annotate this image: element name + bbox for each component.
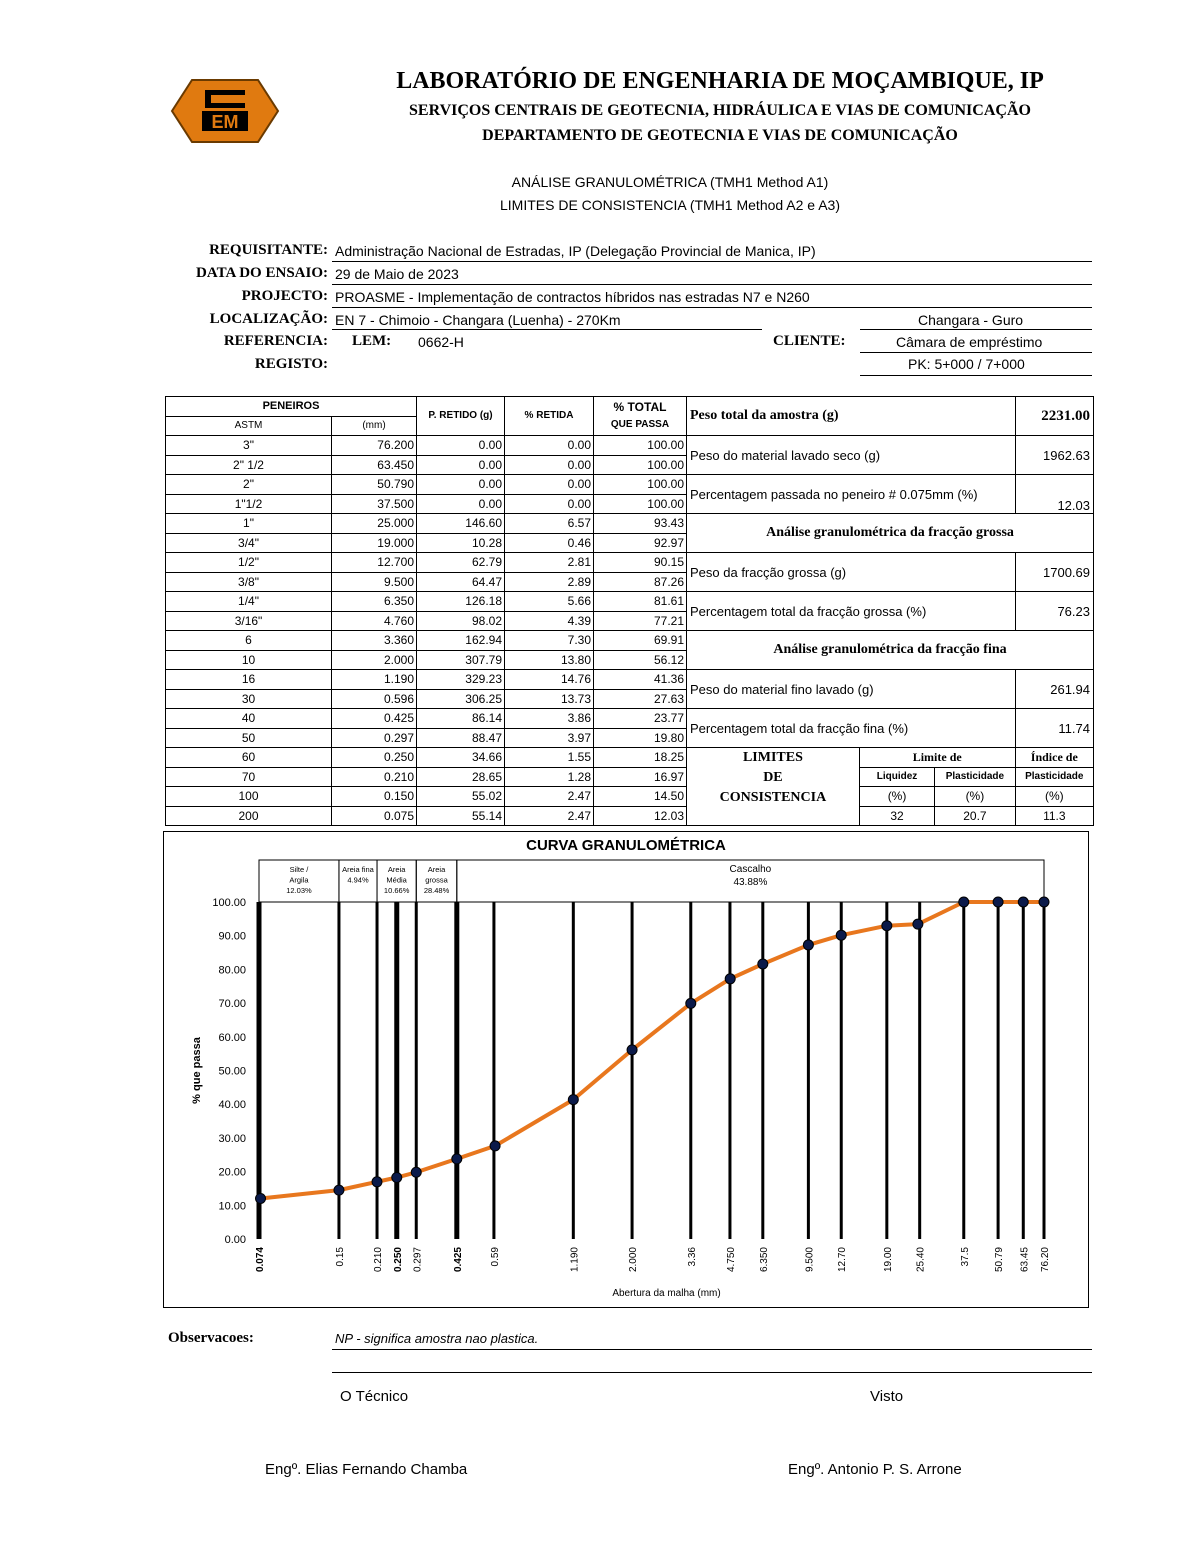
x-tick-label: 19.00 xyxy=(882,1247,894,1273)
sieve-retido: 62.79 xyxy=(417,553,505,573)
sieve-pct-retida: 0.46 xyxy=(505,533,594,553)
sieve-row xyxy=(166,455,687,475)
sieve-retido: 28.65 xyxy=(417,767,505,787)
sieve-retido: 307.79 xyxy=(417,650,505,670)
data-point xyxy=(568,1095,578,1105)
data-point xyxy=(686,998,696,1008)
data-point xyxy=(758,959,768,969)
sieve-pct-retida: 13.73 xyxy=(505,689,594,709)
sieve-retido: 55.14 xyxy=(417,806,505,826)
limites-line1: LIMITES xyxy=(742,750,803,765)
sieve-pct-passa: 81.61 xyxy=(594,592,687,612)
sieve-astm: 16 xyxy=(166,670,332,690)
sieve-pct-passa: 23.77 xyxy=(594,709,687,729)
sieve-mm: 0.075 xyxy=(332,806,417,826)
pct-grossa-value: 76.23 xyxy=(1015,592,1093,631)
sieve-astm: 1"1/2 xyxy=(166,494,332,514)
sieve-pct-retida: 0.00 xyxy=(505,475,594,495)
fraction-label: 12.03% xyxy=(286,886,312,895)
sieve-mm: 9.500 xyxy=(332,572,417,592)
peso-fino-value: 261.94 xyxy=(1015,670,1093,709)
data-point xyxy=(993,897,1003,907)
lp-unit: (%) xyxy=(935,787,1015,807)
header-mm: (mm) xyxy=(332,416,417,436)
data-point xyxy=(372,1177,382,1187)
fina-section-title: Análise granulométrica da fracção fina xyxy=(687,631,1094,670)
fraction-label: 4.94% xyxy=(347,875,369,885)
sieve-pct-passa: 14.50 xyxy=(594,787,687,807)
sieve-retido: 64.47 xyxy=(417,572,505,592)
sieve-row xyxy=(166,514,687,534)
ip-unit: (%) xyxy=(1015,787,1093,807)
tecnico-label: O Técnico xyxy=(340,1388,409,1405)
sieve-pct-retida: 7.30 xyxy=(505,631,594,651)
x-tick-label: 0.297 xyxy=(412,1247,424,1273)
sieve-pct-passa: 90.15 xyxy=(594,553,687,573)
sieve-pct-passa: 56.12 xyxy=(594,650,687,670)
observacoes-text: NP - significa amostra nao plastica. xyxy=(335,1331,539,1346)
projecto-label: PROJECTO: xyxy=(241,288,328,304)
sieve-row xyxy=(166,592,687,612)
requisitante-label: REQUISITANTE: xyxy=(209,242,328,258)
sieve-astm: 1/2" xyxy=(166,553,332,573)
sieve-pct-passa: 100.00 xyxy=(594,494,687,514)
header-retido: P. RETIDO (g) xyxy=(417,397,505,436)
sieve-pct-retida: 5.66 xyxy=(505,592,594,612)
sieve-row xyxy=(166,631,687,651)
plasticidade-header: Plasticidade xyxy=(935,767,1015,787)
sieve-mm: 6.350 xyxy=(332,592,417,612)
lem-label: LEM: xyxy=(352,333,392,349)
pct-fina-value: 11.74 xyxy=(1015,709,1093,748)
x-tick-label: 0.074 xyxy=(255,1247,266,1273)
lab-subtitle-services: SERVIÇOS CENTRAIS DE GEOTECNIA, HIDRÁULICA E VIAS DE COMUNICAÇÃO xyxy=(409,102,1031,119)
sieve-pct-retida: 6.57 xyxy=(505,514,594,534)
y-tick-label: 80.00 xyxy=(218,964,246,977)
sieve-pct-retida: 0.00 xyxy=(505,436,594,456)
localizacao-label: LOCALIZAÇÃO: xyxy=(209,311,328,327)
sieve-astm: 6 xyxy=(166,631,332,651)
data-point xyxy=(411,1167,421,1177)
sieve-pct-retida: 1.28 xyxy=(505,767,594,787)
sieve-row xyxy=(166,436,687,456)
sieve-mm: 0.250 xyxy=(332,748,417,768)
sieve-astm: 3" xyxy=(166,436,332,456)
sieve-mm: 2.000 xyxy=(332,650,417,670)
sieve-pct-passa: 16.97 xyxy=(594,767,687,787)
sieve-mm: 3.360 xyxy=(332,631,417,651)
sieve-astm: 3/8" xyxy=(166,572,332,592)
x-tick-label: 0.210 xyxy=(373,1247,385,1273)
visto-label: Visto xyxy=(870,1388,904,1405)
sieve-pct-passa: 69.91 xyxy=(594,631,687,651)
sieve-pct-passa: 93.43 xyxy=(594,514,687,534)
sieve-row xyxy=(166,572,687,592)
sieve-pct-retida: 14.76 xyxy=(505,670,594,690)
indice-plasticidade-header: Plasticidade xyxy=(1015,767,1093,787)
sieve-mm: 37.500 xyxy=(332,494,417,514)
data-point xyxy=(256,1193,266,1203)
referencia-label: REFERENCIA: xyxy=(223,333,328,349)
sieve-retido: 306.25 xyxy=(417,689,505,709)
cliente-label: CLIENTE: xyxy=(773,333,846,349)
header-astm: ASTM xyxy=(166,416,332,436)
sieve-astm: 2" 1/2 xyxy=(166,455,332,475)
data-point xyxy=(882,921,892,931)
sieve-row xyxy=(166,709,687,729)
fraction-label: Areia xyxy=(387,865,406,874)
sieve-pct-passa: 100.00 xyxy=(594,475,687,495)
liquidez-header: Liquidez xyxy=(859,767,934,787)
y-tick-label: 0.00 xyxy=(224,1234,246,1246)
sieve-row xyxy=(166,670,687,690)
fraction-label: Silte / xyxy=(289,865,309,874)
sieve-pct-retida: 0.00 xyxy=(505,455,594,475)
data-point xyxy=(490,1141,500,1151)
sieve-pct-retida: 2.47 xyxy=(505,806,594,826)
sieve-retido: 329.23 xyxy=(417,670,505,690)
pct-passada-value: 12.03 xyxy=(1015,475,1093,514)
sieve-astm: 60 xyxy=(166,748,332,768)
sieve-row xyxy=(166,553,687,573)
test-method-limits: LIMITES DE CONSISTENCIA (TMH1 Method A2 e A3) xyxy=(500,197,840,213)
header-pct-retida: % RETIDA xyxy=(505,397,594,436)
x-tick-label: 63.45 xyxy=(1019,1247,1031,1273)
sieve-row xyxy=(166,494,687,514)
pct-grossa-label: Percentagem total da fracção grossa (%) xyxy=(687,592,1016,631)
sieve-retido: 146.60 xyxy=(417,514,505,534)
registo-label: REGISTO: xyxy=(254,356,328,372)
y-axis-label: % que passa xyxy=(191,1037,203,1104)
peso-total-value: 2231.00 xyxy=(1015,397,1093,436)
sieve-mm: 4.760 xyxy=(332,611,417,631)
header-peneiros: PENEIROS xyxy=(166,397,417,417)
sieve-astm: 3/4" xyxy=(166,533,332,553)
company-logo xyxy=(170,78,280,144)
data-point xyxy=(959,897,969,907)
requisitante-value: Administração Nacional de Estradas, IP (Delegação Provincial de Manica, IP) xyxy=(335,243,816,259)
x-tick-label: 25.40 xyxy=(915,1247,927,1273)
chart-plot xyxy=(164,832,1087,1306)
header-total-line1: % TOTAL xyxy=(613,400,667,414)
fraction-label: grossa xyxy=(425,875,448,885)
x-tick-label: 3.36 xyxy=(686,1247,698,1267)
sieve-retido: 0.00 xyxy=(417,455,505,475)
y-tick-label: 90.00 xyxy=(218,930,246,943)
data-label: DATA DO ENSAIO: xyxy=(196,265,328,281)
pct-passada-label: Percentagem passada no peneiro # 0.075mm (%) xyxy=(687,475,1016,514)
x-tick-label: 37.5 xyxy=(959,1247,971,1267)
peso-grossa-value: 1700.69 xyxy=(1015,553,1093,592)
header-total-line2: QUE PASSA xyxy=(610,419,670,430)
peso-lavado-label: Peso do material lavado seco (g) xyxy=(687,436,1016,475)
fraction-label: 43.88% xyxy=(733,877,768,888)
sieve-pct-passa: 41.36 xyxy=(594,670,687,690)
observacoes-label: Observacoes: xyxy=(168,1330,254,1346)
sieve-mm: 1.190 xyxy=(332,670,417,690)
x-tick-label: 4.750 xyxy=(725,1247,737,1273)
sieve-retido: 10.28 xyxy=(417,533,505,553)
x-tick-label: 50.79 xyxy=(994,1247,1006,1273)
grossa-section-title: Análise granulométrica da fracção grossa xyxy=(687,514,1094,553)
peso-total-label: Peso total da amostra (g) xyxy=(687,397,1016,436)
sieve-retido: 98.02 xyxy=(417,611,505,631)
sieve-table xyxy=(165,396,687,826)
pk-value: PK: 5+000 / 7+000 xyxy=(908,356,1025,372)
sieve-mm: 0.150 xyxy=(332,787,417,807)
plasticity-index-value: 11.3 xyxy=(1015,806,1093,826)
sieve-retido: 34.66 xyxy=(417,748,505,768)
sieve-astm: 50 xyxy=(166,728,332,748)
chart-title: CURVA GRANULOMÉTRICA xyxy=(526,837,726,854)
peso-lavado-value: 1962.63 xyxy=(1015,436,1093,475)
localizacao-value: EN 7 - Chimoio - Changara (Luenha) - 270Km xyxy=(335,312,621,328)
y-tick-label: 30.00 xyxy=(218,1132,246,1145)
sieve-mm: 0.425 xyxy=(332,709,417,729)
x-tick-label: 0.59 xyxy=(489,1247,501,1267)
y-tick-label: 100.00 xyxy=(212,897,246,909)
sieve-mm: 50.790 xyxy=(332,475,417,495)
data-point xyxy=(725,974,735,984)
data-point xyxy=(334,1185,344,1195)
sieve-pct-passa: 18.25 xyxy=(594,748,687,768)
sieve-pct-passa: 92.97 xyxy=(594,533,687,553)
sieve-mm: 63.450 xyxy=(332,455,417,475)
sieve-mm: 0.596 xyxy=(332,689,417,709)
data-value: 29 de Maio de 2023 xyxy=(335,266,459,282)
sieve-pct-passa: 12.03 xyxy=(594,806,687,826)
sieve-mm: 0.210 xyxy=(332,767,417,787)
test-method-granulometry: ANÁLISE GRANULOMÉTRICA (TMH1 Method A1) xyxy=(511,174,829,190)
x-tick-label: 0.15 xyxy=(334,1247,346,1267)
x-tick-label: 76.20 xyxy=(1040,1247,1051,1273)
sieve-pct-retida: 1.55 xyxy=(505,748,594,768)
sieve-astm: 3/16" xyxy=(166,611,332,631)
y-tick-label: 20.00 xyxy=(218,1166,246,1179)
sieve-row xyxy=(166,533,687,553)
data-point xyxy=(913,919,923,929)
sieve-pct-passa: 77.21 xyxy=(594,611,687,631)
sieve-mm: 0.297 xyxy=(332,728,417,748)
sieve-row xyxy=(166,611,687,631)
data-point xyxy=(803,940,813,950)
limites-line2: DE xyxy=(763,770,783,785)
ll-unit: (%) xyxy=(859,787,934,807)
lab-subtitle-department: DEPARTAMENTO DE GEOTECNIA E VIAS DE COMUNICAÇÃO xyxy=(482,127,958,144)
fraction-label: Média xyxy=(386,875,407,885)
grading-curve-chart xyxy=(163,831,1089,1308)
sieve-astm: 1/4" xyxy=(166,592,332,612)
data-point xyxy=(1039,897,1049,907)
sieve-row xyxy=(166,767,687,787)
sieve-row xyxy=(166,475,687,495)
x-tick-label: 2.000 xyxy=(628,1247,640,1273)
fraction-label: 10.66% xyxy=(383,886,410,895)
lem-value: 0662-H xyxy=(418,334,464,350)
sieve-pct-retida: 13.80 xyxy=(505,650,594,670)
fraction-label: Areia xyxy=(427,865,446,874)
y-tick-label: 40.00 xyxy=(218,1099,246,1112)
sieve-pct-retida: 2.81 xyxy=(505,553,594,573)
sieve-retido: 55.02 xyxy=(417,787,505,807)
lab-title: LABORATÓRIO DE ENGENHARIA DE MOÇAMBIQUE, IP xyxy=(396,68,1044,94)
sieve-row xyxy=(166,650,687,670)
pct-fina-label: Percentagem total da fracção fina (%) xyxy=(687,709,1016,748)
localizacao-right-value: Changara - Guro xyxy=(918,312,1024,328)
sieve-astm: 30 xyxy=(166,689,332,709)
sieve-pct-retida: 2.89 xyxy=(505,572,594,592)
summary-table xyxy=(686,396,1094,826)
x-tick-label: 1.190 xyxy=(569,1247,581,1273)
x-tick-label: 0.250 xyxy=(392,1247,404,1273)
sieve-retido: 88.47 xyxy=(417,728,505,748)
sieve-mm: 76.200 xyxy=(332,436,417,456)
fraction-label: 28.48% xyxy=(423,886,450,895)
sieve-pct-retida: 4.39 xyxy=(505,611,594,631)
sieve-pct-passa: 100.00 xyxy=(594,455,687,475)
sieve-pct-retida: 3.97 xyxy=(505,728,594,748)
sieve-astm: 70 xyxy=(166,767,332,787)
y-tick-label: 70.00 xyxy=(218,998,246,1011)
peso-grossa-label: Peso da fracção grossa (g) xyxy=(687,553,1016,592)
sieve-astm: 2" xyxy=(166,475,332,495)
limites-line3: CONSISTENCIA xyxy=(719,790,827,805)
sieve-row xyxy=(166,787,687,807)
sieve-mm: 12.700 xyxy=(332,553,417,573)
tecnico-name: Engº. Elias Fernando Chamba xyxy=(265,1461,468,1478)
sieve-pct-passa: 87.26 xyxy=(594,572,687,592)
data-point xyxy=(1018,897,1028,907)
sieve-row xyxy=(166,728,687,748)
cliente-value: Câmara de empréstimo xyxy=(896,334,1043,350)
fraction-label: Cascalho xyxy=(729,864,772,875)
sieve-retido: 0.00 xyxy=(417,436,505,456)
x-axis-label: Abertura da malha (mm) xyxy=(612,1288,721,1299)
sieve-astm: 100 xyxy=(166,787,332,807)
data-point xyxy=(627,1045,637,1055)
sieve-astm: 10 xyxy=(166,650,332,670)
sieve-retido: 0.00 xyxy=(417,494,505,514)
limite-de-header: Limite de xyxy=(859,748,1015,768)
y-tick-label: 60.00 xyxy=(218,1031,246,1044)
fraction-label: Argila xyxy=(289,875,309,885)
sieve-mm: 25.000 xyxy=(332,514,417,534)
peso-fino-label: Peso do material fino lavado (g) xyxy=(687,670,1016,709)
data-point xyxy=(836,930,846,940)
logo-text: EM xyxy=(211,112,239,132)
sieve-row xyxy=(166,806,687,826)
sieve-pct-retida: 2.47 xyxy=(505,787,594,807)
sieve-astm: 200 xyxy=(166,806,332,826)
y-tick-label: 10.00 xyxy=(218,1200,246,1213)
sieve-retido: 0.00 xyxy=(417,475,505,495)
sieve-retido: 162.94 xyxy=(417,631,505,651)
x-tick-label: 0.425 xyxy=(452,1247,464,1273)
sieve-astm: 1" xyxy=(166,514,332,534)
sieve-astm: 40 xyxy=(166,709,332,729)
sieve-row xyxy=(166,689,687,709)
sieve-pct-passa: 27.63 xyxy=(594,689,687,709)
x-tick-label: 12.70 xyxy=(837,1247,849,1273)
x-tick-label: 9.500 xyxy=(804,1247,816,1273)
visto-name: Engº. Antonio P. S. Arrone xyxy=(788,1461,962,1478)
data-point xyxy=(452,1154,462,1164)
sieve-retido: 126.18 xyxy=(417,592,505,612)
sieve-pct-passa: 100.00 xyxy=(594,436,687,456)
sieve-retido: 86.14 xyxy=(417,709,505,729)
sieve-row xyxy=(166,748,687,768)
indice-de-header: Índice de xyxy=(1015,748,1093,768)
sieve-pct-retida: 3.86 xyxy=(505,709,594,729)
liquid-limit-value: 32 xyxy=(859,806,934,826)
sieve-mm: 19.000 xyxy=(332,533,417,553)
projecto-value: PROASME - Implementação de contractos híbridos nas estradas N7 e N260 xyxy=(335,289,810,305)
sieve-pct-retida: 0.00 xyxy=(505,494,594,514)
y-tick-label: 50.00 xyxy=(218,1065,246,1078)
plastic-limit-value: 20.7 xyxy=(935,806,1015,826)
data-point xyxy=(392,1172,402,1182)
sieve-pct-passa: 19.80 xyxy=(594,728,687,748)
fraction-label: Areia fina xyxy=(342,865,374,874)
x-tick-label: 6.350 xyxy=(758,1247,770,1273)
